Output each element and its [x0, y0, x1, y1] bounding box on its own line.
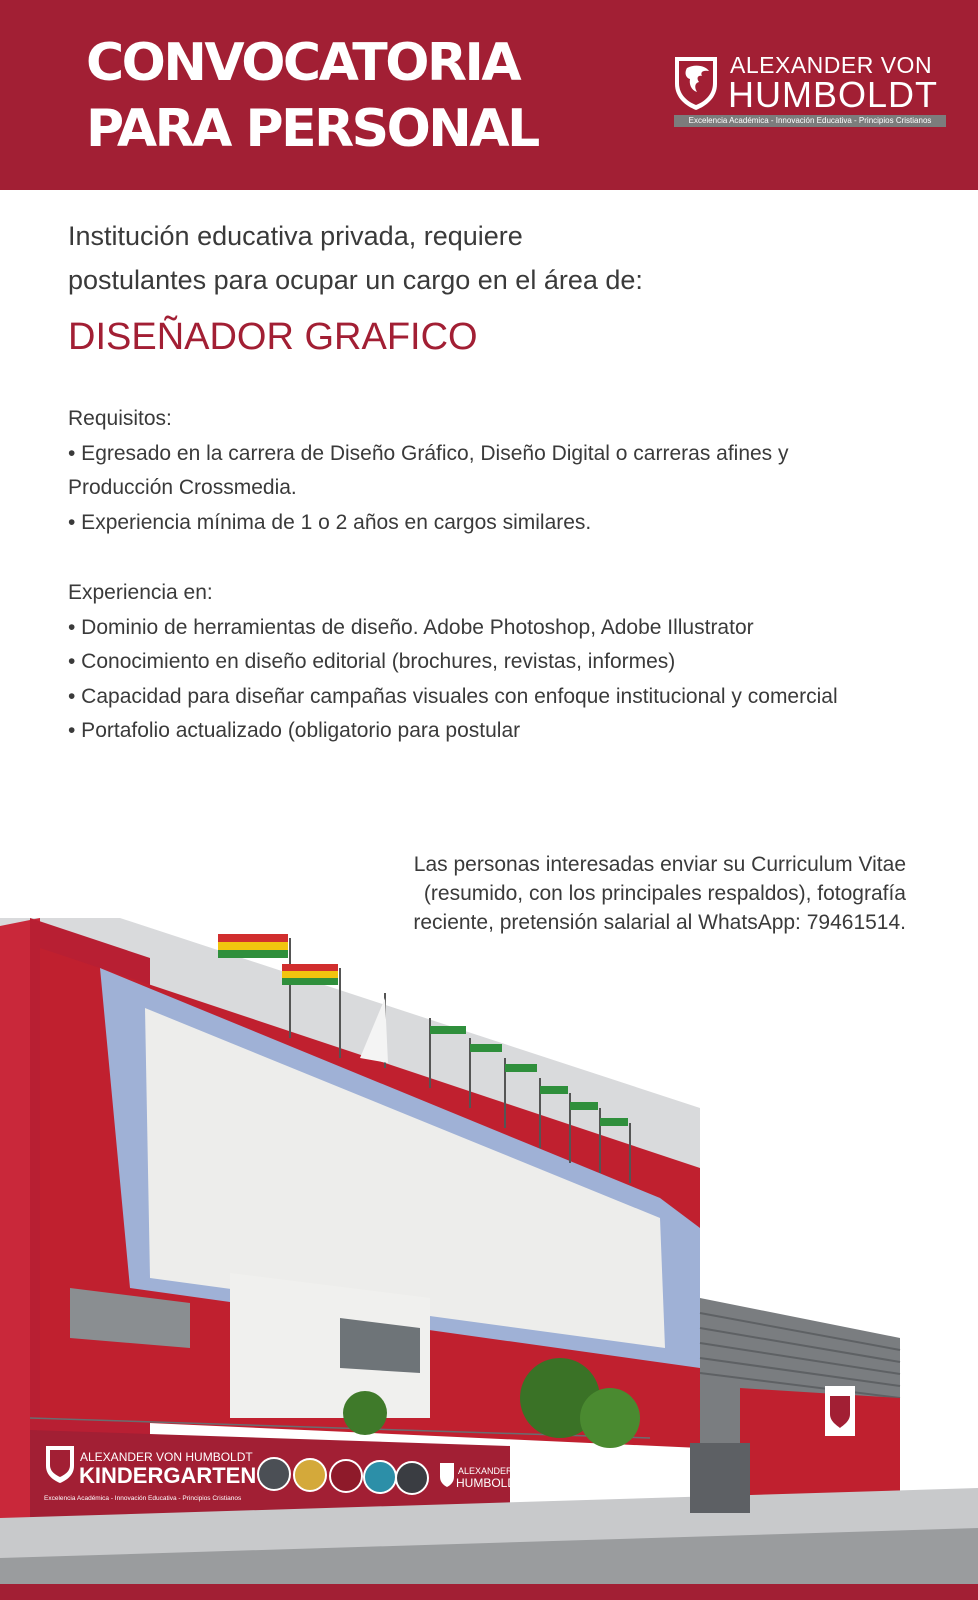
contact-line-3: reciente, pretensión salarial al WhatsApp: 79461514. [413, 911, 906, 934]
requirement-item: • Experiencia mínima de 1 o 2 años en cargos similares. [68, 510, 592, 534]
requirement-item: • Egresado en la carrera de Diseño Gráfico, Diseño Digital o carreras afines y [68, 441, 789, 465]
school-building-image [0, 918, 978, 1584]
page-title [86, 30, 538, 162]
experience-item: • Dominio de herramientas de diseño. Adobe Photoshop, Adobe Illustrator [68, 615, 754, 639]
experience-item: • Portafolio actualizado (obligatorio para postular [68, 719, 521, 742]
intro-line-1: Institución educativa privada, requiere [68, 221, 523, 251]
logo-text-main: HUMBOLDT [728, 74, 939, 115]
intro-text [68, 214, 643, 302]
logo-tagline: Excelencia Académica - Innovación Educativa - Principios Cristianos [674, 115, 946, 127]
requirement-item-continued: Producción Crossmedia. [68, 476, 297, 499]
logo-text-top: ALEXANDER VON [730, 52, 933, 78]
banner-tagline: Excelencia Académica - Innovación Educativa - Principios Cristianos [44, 1495, 242, 1502]
header-band [0, 0, 978, 190]
shield-eagle-icon [672, 54, 720, 112]
position-title: DISEÑADOR GRAFICO [68, 316, 478, 358]
experience-item: • Capacidad para diseñar campañas visuales con enfoque institucional y comercial [68, 684, 838, 708]
experience-item: • Conocimiento en diseño editorial (brochures, revistas, informes) [68, 650, 676, 673]
title-line-2: PARA PERSONAL [86, 99, 538, 159]
experience-section [68, 576, 838, 749]
title-line-1: CONVOCATORIA [86, 33, 520, 93]
school-logo [672, 50, 952, 130]
banner-text-top: ALEXANDER VON HUMBOLDT [80, 1450, 253, 1464]
banner-logo-top: ALEXANDER VON [458, 1466, 535, 1476]
contact-line-2: (resumido, con los principales respaldos), fotografía [423, 882, 906, 905]
contact-line-1: Las personas interesadas enviar su Curriculum Vitae [413, 853, 906, 876]
requirements-heading: Requisitos: [68, 407, 172, 430]
banner-text-kindergarten: KINDERGARTEN [79, 1463, 257, 1488]
experience-heading: Experiencia en: [68, 581, 213, 604]
intro-line-2: postulantes para ocupar un cargo en el área de: [68, 265, 643, 295]
requirements-section [68, 402, 789, 540]
bottom-band [0, 1584, 978, 1600]
banner-logo-main: HUMBOLDT [456, 1476, 524, 1490]
